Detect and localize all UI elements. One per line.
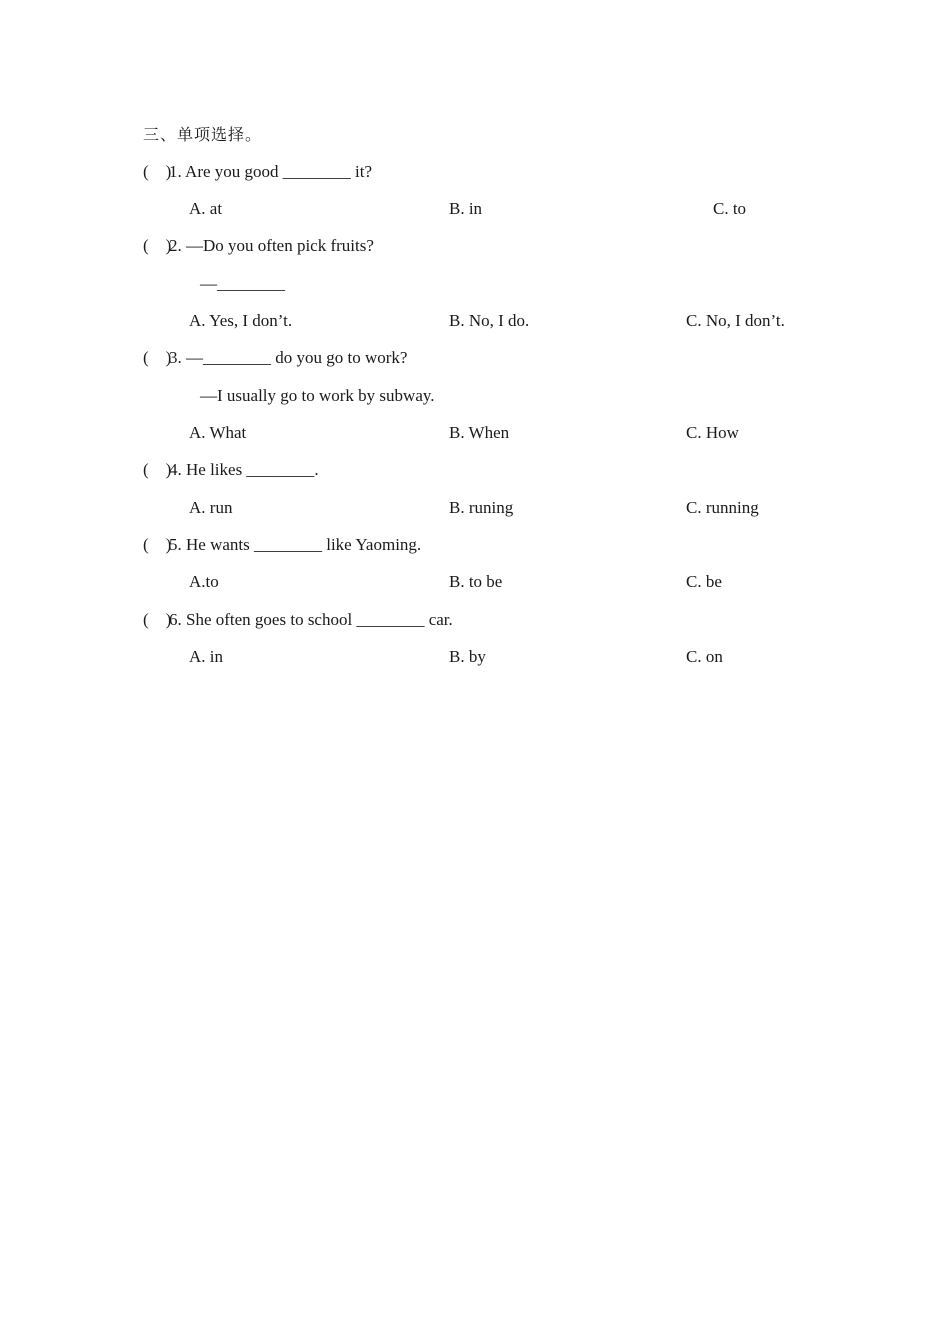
section-title: 三、单项选择。 [143, 125, 263, 144]
answer-blank-paren[interactable]: ( ) [143, 348, 172, 367]
option-a: A. in [189, 647, 223, 666]
answer-blank-paren[interactable]: ( ) [143, 535, 172, 554]
option-a: A. What [189, 423, 247, 442]
dialogue-response: —________ [200, 274, 285, 293]
option-a: A. run [189, 498, 233, 517]
option-a: A. Yes, I don’t. [189, 311, 293, 330]
answer-blank-paren[interactable]: ( ) [143, 460, 172, 479]
option-c: C. running [686, 498, 759, 517]
option-a: A. at [189, 199, 223, 218]
option-c: C. How [686, 423, 739, 442]
question-text: 3. —________ do you go to work? [169, 348, 408, 367]
answer-blank-paren[interactable]: ( ) [143, 162, 172, 181]
dialogue-response: —I usually go to work by subway. [200, 386, 435, 405]
option-c: C. No, I don’t. [686, 311, 785, 330]
option-a: A.to [189, 572, 219, 591]
option-b: B. No, I do. [449, 311, 530, 330]
option-b: B. runing [449, 498, 514, 517]
question-text: 6. She often goes to school ________ car. [169, 610, 453, 629]
option-b: B. When [449, 423, 510, 442]
question-text: 1. Are you good ________ it? [169, 162, 373, 181]
answer-blank-paren[interactable]: ( ) [143, 236, 172, 255]
option-c: C. be [686, 572, 722, 591]
option-b: B. by [449, 647, 486, 666]
answer-blank-paren[interactable]: ( ) [143, 610, 172, 629]
question-text: 4. He likes ________. [169, 460, 319, 479]
question-text: 5. He wants ________ like Yaoming. [169, 535, 422, 554]
option-c: C. on [686, 647, 723, 666]
question-text: 2. —Do you often pick fruits? [169, 236, 374, 255]
option-b: B. to be [449, 572, 503, 591]
option-b: B. in [449, 199, 483, 218]
option-c: C. to [713, 199, 747, 218]
